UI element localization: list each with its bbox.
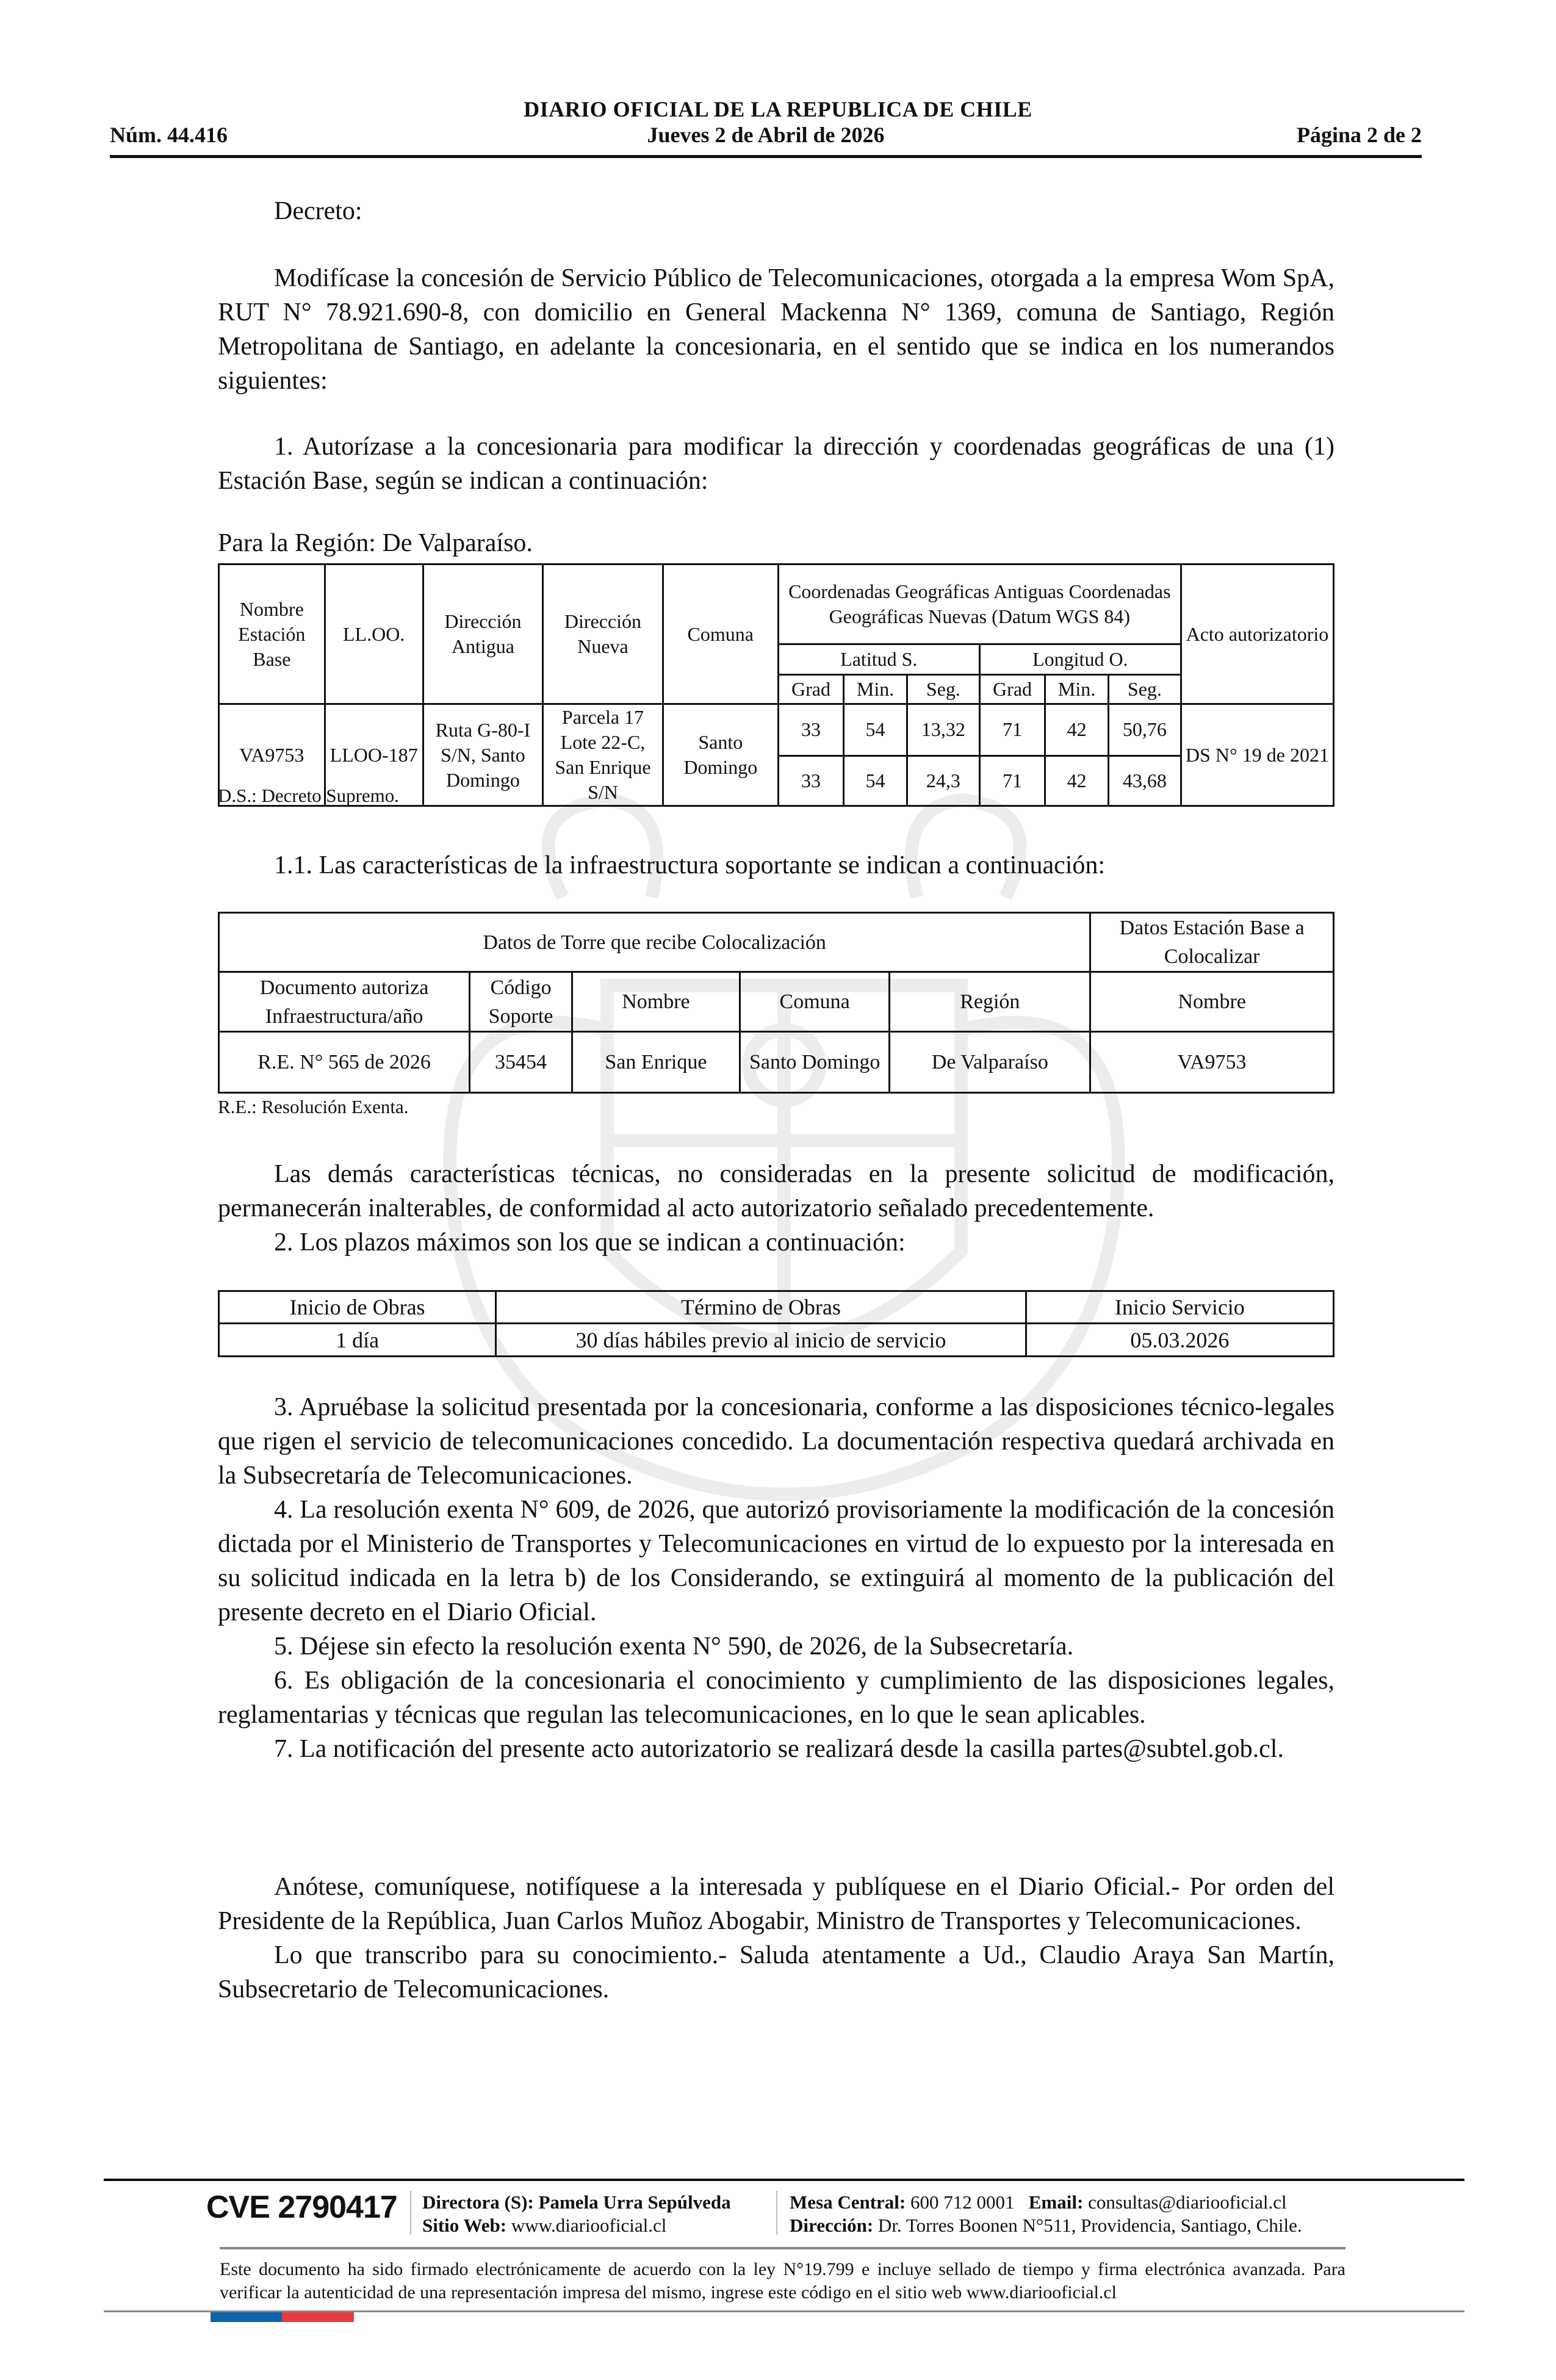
cell-old-lon-min: 42 [1045,704,1109,756]
cell-name: San Enrique [572,1032,740,1093]
header-lat-min: Min. [844,675,907,704]
cell-document: R.E. N° 565 de 2026 [219,1032,470,1093]
footer-separator [410,2191,411,2235]
item-3-text: 3. Apruébase la solicitud presentada por la concesionaria, conforme a las disposiciones técnico-legales que rigen el servicio de telecomunicaciones concedido. La documentación respectiva quedará archivada en la Subsecretaría de Telecomunicaciones. [218,1393,1334,1490]
header-document: Documento autoriza Infraestructura/año [219,972,470,1032]
table1-footnote: D.S.: Decreto Supremo. [218,785,400,806]
header-new-address: Dirección Nueva [543,564,663,704]
header-divider [110,155,1422,158]
table-row [219,704,1334,756]
cell-station-name: VA9753 [219,704,325,806]
header-coordinates: Coordenadas Geográficas Antiguas Coordenadas Geográficas Nuevas (Datum WGS 84) [778,564,1181,644]
decree-heading: Decreto: [274,197,362,225]
cell-support-code: 35454 [470,1032,572,1093]
header-commune: Comuna [663,564,778,704]
cell-new-lon-sec: 43,68 [1108,755,1181,806]
address-text: Dr. Torres Boonen N°511, Providencia, Santiago, Chile. [877,2215,1302,2236]
flag-stripe-blue [211,2312,282,2322]
cell-start-works: 1 día [219,1324,496,1357]
page-number: Página 2 de 2 [1296,123,1422,147]
item-5-text: 5. Déjese sin efecto la resolución exenta N° 590, de 2026, de la Subsecretaría. [274,1632,1074,1661]
header-station-group: Datos Estación Base a Colocalizar [1090,913,1334,972]
footer-divider [220,2247,1345,2249]
cell-new-lat-deg: 33 [778,755,843,806]
table-row [219,1324,1334,1357]
address-label: Dirección: [790,2215,874,2236]
website-label: Sitio Web: [422,2215,507,2236]
deadlines-table [218,1290,1334,1357]
table-row [219,1032,1334,1093]
header-row [110,122,1422,149]
cell-old-lat-min: 54 [844,704,907,756]
publication-title: DIARIO OFICIAL DE LA REPUBLICA DE CHILE [524,97,1032,121]
item-1-paragraph [218,430,1334,498]
website-link[interactable]: www.diariooficial.cl [511,2215,667,2236]
cell-new-lat-min: 54 [844,755,907,806]
cell-old-lat-deg: 33 [778,704,843,756]
header-lat-sec: Seg. [907,675,979,704]
item-1-1-text: 1.1. Las características de la infraestructura soportante se indican a continuación: [274,851,1106,879]
cve-code: CVE 2790417 [206,2190,397,2225]
region-label: Para la Región: De Valparaíso. [218,529,533,557]
flag-stripe-red [282,2312,354,2322]
header-end-works: Término de Obras [496,1291,1026,1324]
item-1-text: 1. Autorízase a la concesionaria para modificar la dirección y coordenadas geográficas de una (1) Estación Base, según se indican a continuación: [218,433,1334,495]
email-link[interactable]: consultas@diariooficial.cl [1088,2191,1287,2213]
header-commune: Comuna [740,972,889,1032]
cell-lloo: LLOO-187 [325,704,423,806]
director-label: Directora (S): [422,2191,534,2213]
cell-new-lon-min: 42 [1045,755,1109,806]
cell-commune: Santo Domingo [740,1032,889,1093]
cell-old-address: Ruta G-80-I S/N, Santo Domingo [423,704,543,806]
table2-footnote: R.E.: Resolución Exenta. [218,1096,409,1117]
intro-paragraph [218,261,1334,398]
director-name: Pamela Urra Sepúlveda [538,2191,731,2213]
header-lloo: LL.OO. [325,564,423,704]
header-lon-deg: Grad [979,675,1045,704]
cell-new-lat-sec: 24,3 [907,755,979,806]
items-3-to-7 [218,1390,1334,1766]
cell-old-lon-deg: 71 [979,704,1045,756]
header-region: Región [890,972,1090,1032]
header-service-start: Inicio Servicio [1026,1291,1333,1324]
issue-number: Núm. 44.416 [110,123,228,147]
cell-service-start: 05.03.2026 [1026,1324,1333,1357]
infrastructure-table [218,912,1334,1094]
footer-divider [104,2179,1464,2181]
cell-end-works: 30 días hábiles previo al inicio de servicio [496,1324,1026,1357]
footer-contact-block [790,2191,1302,2237]
header-support-code: Código Soporte [470,972,572,1032]
signature-text: Lo que transcribo para su conocimiento.- Saluda atentamente a Ud., Claudio Araya San Martín, Subsecretario de Telecomunicaciones. [218,1941,1334,2003]
cell-act: DS N° 19 de 2021 [1181,704,1333,806]
other-features-text: Las demás características técnicas, no consideradas en la presente solicitud de modificación, permanecerán inalterables, de conformidad al acto autorizatorio señalado precedentemente. [218,1160,1334,1222]
footer-director-block [422,2191,731,2237]
header-name: Nombre [572,972,740,1032]
cell-new-lon-deg: 71 [979,755,1045,806]
phone-label: Mesa Central: [790,2191,906,2213]
header-tower-group: Datos de Torre que recibe Colocalización [219,913,1090,972]
cell-old-lon-sec: 50,76 [1108,704,1181,756]
item-2-text: 2. Los plazos máximos son los que se indican a continuación: [274,1228,906,1257]
header-act: Acto autorizatorio [1181,564,1333,704]
email-label: Email: [1028,2191,1084,2213]
header-latitude: Latitud S. [778,644,979,675]
header-longitude: Longitud O. [979,644,1181,675]
legal-notice: Este documento ha sido firmado electrónicamente de acuerdo con la ley N°19.799 e incluye sellado de tiempo y firma electrónica avanzada. Para verificar la autenticidad de una representación impresa del mismo, ingrese este código en el sitio web www.diariooficial.cl [220,2259,1345,2302]
closing-paragraphs [218,1870,1334,2007]
phone-number: 600 712 0001 [910,2191,1015,2213]
item-7-text: 7. La notificación del presente acto autorizatorio se realizará desde la casilla partes@subtel.gob.cl. [274,1735,1284,1763]
intro-text: Modifícase la concesión de Servicio Público de Telecomunicaciones, otorgada a la empresa Wom SpA, RUT N° 78.921.690-8, con domicilio en General Mackenna N° 1369, comuna de Santiago, Región Metropolitana de Santiago, en adelante la concesionaria, en el sentido que se indica en los numerandos siguientes: [218,264,1334,395]
publication-date: Jueves 2 de Abril de 2026 [647,123,885,147]
other-features-paragraph [218,1157,1334,1260]
header-old-address: Dirección Antigua [423,564,543,704]
closing-text: Anótese, comuníquese, notifíquese a la interesada y publíquese en el Diario Oficial.- Por orden del Presidente de la República, Juan Carlos Muñoz Abogabir, Ministro de Transportes y Telecomunicaciones. [218,1873,1334,1935]
item-4-text: 4. La resolución exenta N° 609, de 2026, que autorizó provisoriamente la modificación de la concesión dictada por el Ministerio de Transportes y Telecomunicaciones en virtud de lo expuesto por la interesada en su solicitud indicada en la letra b) de los Considerando, se extinguirá al momento de la publicación del presente decreto en el Diario Oficial. [218,1496,1334,1626]
cell-commune: Santo Domingo [663,704,778,806]
header-station-name: Nombre [1090,972,1334,1032]
cell-old-lat-sec: 13,32 [907,704,979,756]
header-lon-sec: Seg. [1108,675,1181,704]
item-6-text: 6. Es obligación de la concesionaria el conocimiento y cumplimiento de las disposiciones legales, reglamentarias y técnicas que regulan las telecomunicaciones, en lo que le sean aplicables. [218,1667,1334,1729]
cell-new-address: Parcela 17 Lote 22-C, San Enrique S/N [543,704,663,806]
cell-station-name: VA9753 [1090,1032,1334,1093]
cell-region: De Valparaíso [890,1032,1090,1093]
header-start-works: Inicio de Obras [219,1291,496,1324]
header-lon-min: Min. [1045,675,1109,704]
footer-separator [776,2191,777,2235]
base-station-table [218,563,1334,807]
header-lat-deg: Grad [778,675,843,704]
header-station-name: Nombre Estación Base [219,564,325,704]
